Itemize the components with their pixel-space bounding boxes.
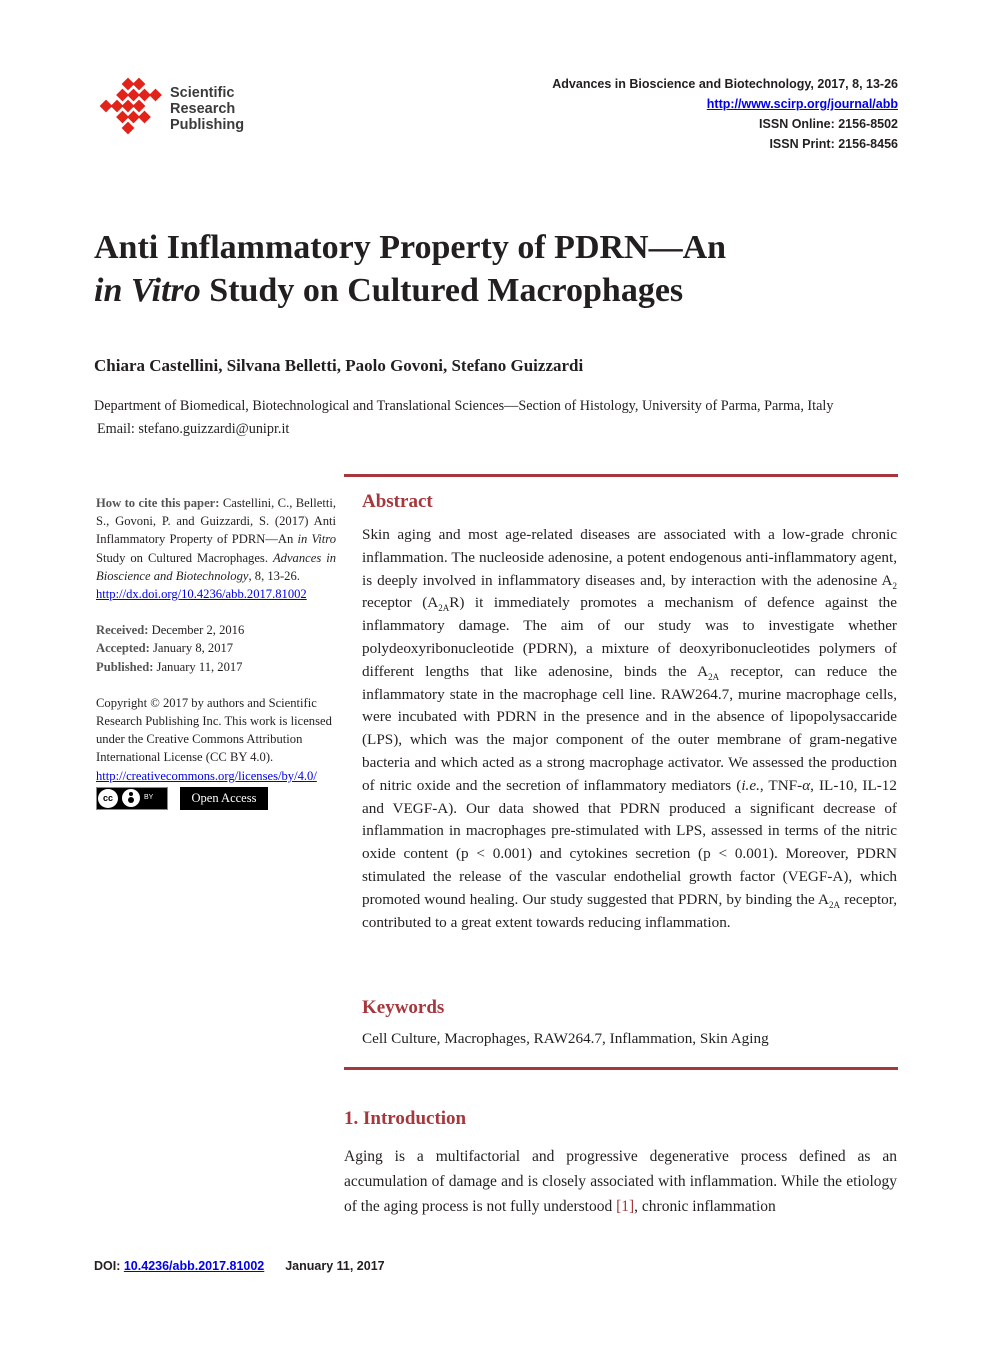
logo-square: [116, 89, 129, 102]
logo-square: [127, 111, 140, 124]
accepted-label: Accepted:: [96, 641, 150, 656]
cite-volume: , 8, 13-26.: [248, 568, 300, 583]
logo-square: [127, 89, 140, 102]
published-value: January 11, 2017: [153, 659, 243, 674]
journal-url-link[interactable]: http://www.scirp.org/journal/abb: [706, 97, 898, 111]
published-label: Published:: [96, 659, 154, 674]
reference-link[interactable]: [1]: [616, 1198, 635, 1215]
introduction-text: Aging is a multifactorial and progressive degenerative process defined as an accumulation of damage and is closely associated with inflammation. While the etiology of the aging process is not fully understood [1], chronic inflammation: [344, 1148, 897, 1215]
attribution-icon: [122, 789, 140, 807]
keywords-heading: Keywords: [362, 997, 445, 1018]
footer-date: January 11, 2017: [285, 1259, 385, 1273]
cite-italic: in Vitro: [297, 532, 337, 547]
logo-square: [122, 122, 135, 135]
abstract-heading: Abstract: [362, 491, 433, 512]
logo-square: [116, 111, 129, 124]
logo-text: [170, 85, 244, 133]
issn-print: ISSN Print: 2156-8456: [769, 137, 898, 151]
logo-square: [100, 100, 113, 113]
abstract-text: Skin aging and most age-related diseases are associated with a low-grade chronic inflammation. The nucleoside adenosine, a potent endogenous anti-inflammatory agent, is deeply involved in inflammatory diseases and, by interaction with the adenosine $A_2$ receptor $(A_{2A}R)$ it immediately promotes a mechanism of defence against the inflammatory damage. The aim of our study was to investigate whether polydeoxyribonucleotide (PDRN), a mixture of deoxyribonucleotides polymers of different lengths that like adenosine, binds the $A_{2A}$ receptor, can reduce the inflammatory state in the macrophage cell line. RAW264.7, murine macrophage cells, were incubated with PDRN in the presence and in the absence of lipopolysaccaride (LPS), which was the major component of the outer membrane of gram-negative bacteria and which acted as a strong macrophage activator. We assessed the production of nitric oxide and the secretion of inflammatory mediators (i.e., TNF-α, IL-10, IL-12 and VEGF-A). Our data showed that PDRN produced a significant decrease of inflammation in macrophages pre-stimulated with LPS, assessed in terms of the nitric oxide content (p < 0.001) and cytokines secretion (p < 0.001). Moreover, PDRN stimulated the release of the vascular endothelial growth factor (VEGF-A), which promoted wound healing. Our study suggested that PDRN, by binding the $A_{2A}$ receptor, contributed to a great extent towards reducing inflammation.: [362, 526, 898, 931]
by-label: BY: [144, 794, 154, 802]
published-date: [96, 658, 336, 676]
paper-title: [94, 226, 894, 312]
accepted-date: [96, 639, 336, 657]
footer-doi-link[interactable]: 10.4236/abb.2017.81002: [123, 1259, 265, 1273]
received-date: [96, 621, 336, 639]
logo-line-1: Scientific: [170, 85, 235, 101]
logo-square: [111, 100, 124, 113]
logo-diamond-icon: [96, 72, 166, 148]
doi-link[interactable]: http://dx.doi.org/10.4236/abb.2017.81002: [96, 587, 307, 602]
logo-line-2: Research: [170, 101, 236, 117]
email: Email: stefano.guizzardi@unipr.it: [97, 421, 290, 437]
introduction-heading: 1. Introduction: [344, 1108, 467, 1129]
doi-label: DOI:: [94, 1259, 124, 1273]
copyright-notice: Copyright © 2017 by authors and Scientific Research Publishing Inc. This work is licensed under the Creative Commons Attribution International License (CC BY 4.0).: [96, 695, 332, 765]
cc-by-badge[interactable]: [96, 787, 168, 810]
bottom-divider: [344, 1067, 898, 1070]
issn-online: ISSN Online: 2156-8502: [759, 117, 898, 131]
cite-journal: Advances in Bioscience and Biotechnology: [96, 550, 336, 583]
logo-square: [122, 78, 135, 91]
sidebar: [96, 494, 336, 810]
received-value: December 2, 2016: [148, 623, 245, 638]
authors: Chiara Castellini, Silvana Belletti, Paolo Govoni, Stefano Guizzardi: [94, 356, 584, 375]
title-line-1: Anti Inflammatory Property of PDRN—An: [94, 229, 727, 266]
affiliation: Department of Biomedical, Biotechnological and Translational Sciences—Section of Histology, University of Parma, Parma, Italy: [94, 398, 834, 414]
accepted-value: January 8, 2017: [149, 641, 234, 656]
logo-square: [133, 78, 146, 91]
cite-label: How to cite this paper:: [96, 496, 220, 510]
logo-square: [138, 111, 151, 124]
keywords-text: Cell Culture, Macrophages, RAW264.7, Inflammation, Skin Aging: [362, 1030, 769, 1047]
logo-square: [149, 89, 162, 102]
license-link[interactable]: http://creativecommons.org/licenses/by/4.0/: [96, 768, 317, 783]
cite-text-2: Study on Cultured Macrophages.: [96, 550, 273, 565]
title-line-2: [94, 269, 894, 312]
page-footer: [94, 1259, 385, 1273]
journal-header: [552, 74, 898, 154]
top-divider: [344, 474, 898, 477]
received-label: Received:: [96, 623, 149, 638]
cite-text: Castellini, C., Belletti, S., Govoni, P. and Guizzardi, S. (2017) Anti Inflammatory Property of PDRN—An: [96, 496, 337, 547]
logo-square: [138, 89, 151, 102]
logo-square: [133, 100, 146, 113]
title-rest: Study on Cultured Macrophages: [200, 272, 684, 309]
citation-block: [96, 494, 336, 603]
logo-line-3: Publishing: [170, 117, 245, 133]
title-italic: in Vitro: [94, 272, 201, 309]
journal-citation: Advances in Bioscience and Biotechnology, 2017, 8, 13-26: [552, 77, 898, 91]
license-badges: [96, 787, 336, 810]
logo-square: [122, 100, 135, 113]
open-access-badge[interactable]: Open Access: [180, 787, 268, 810]
cc-icon: cc: [98, 789, 118, 808]
